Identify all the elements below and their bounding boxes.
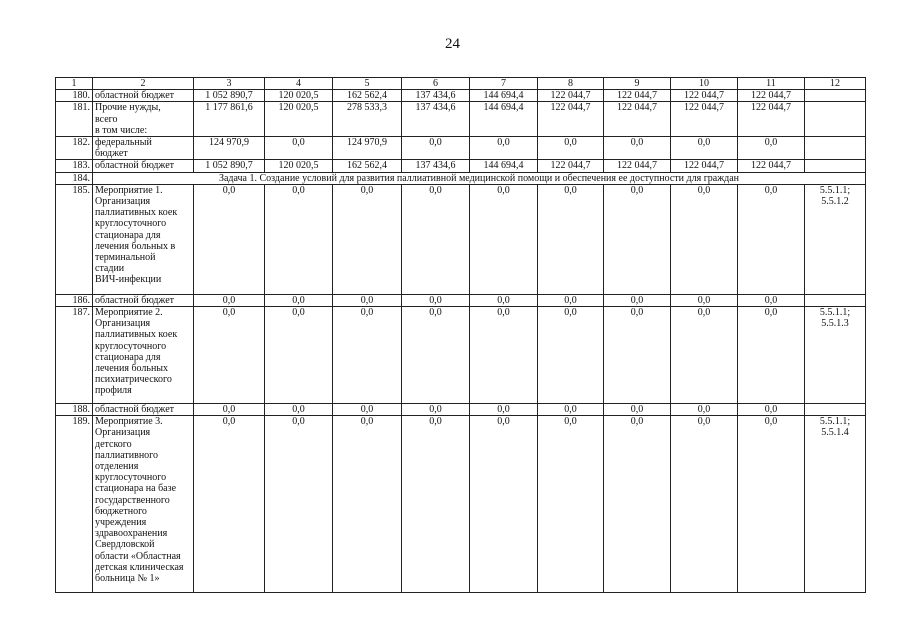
value-cell: 0,0: [604, 137, 671, 160]
row-number: 189.: [56, 416, 93, 593]
table-row: [56, 184, 866, 294]
row-name: Мероприятие 1. Организация паллиативных коек круглосуточного стационара для лечения больных в терминальной стадии ВИЧ-инфекции: [93, 184, 194, 294]
value-cell: 0,0: [470, 184, 538, 294]
value-cell: 0,0: [671, 184, 738, 294]
value-cell: 137 434,6: [402, 102, 470, 137]
value-cell: 0,0: [265, 416, 333, 593]
reference-cell: 5.5.1.1; 5.5.1.3: [805, 307, 866, 404]
value-cell: 0,0: [538, 137, 604, 160]
reference-cell: [805, 160, 866, 172]
value-cell: 137 434,6: [402, 90, 470, 102]
value-cell: 0,0: [604, 404, 671, 416]
value-cell: 0,0: [402, 416, 470, 593]
value-cell: 122 044,7: [604, 102, 671, 137]
value-cell: 0,0: [194, 404, 265, 416]
value-cell: 0,0: [194, 416, 265, 593]
value-cell: 162 562,4: [333, 90, 402, 102]
row-name: областной бюджет: [93, 160, 194, 172]
value-cell: 0,0: [333, 184, 402, 294]
value-cell: 122 044,7: [538, 160, 604, 172]
value-cell: 0,0: [604, 184, 671, 294]
value-cell: 0,0: [538, 307, 604, 404]
value-cell: 122 044,7: [671, 102, 738, 137]
value-cell: 120 020,5: [265, 90, 333, 102]
table-row: [56, 90, 866, 102]
value-cell: 0,0: [265, 307, 333, 404]
value-cell: 0,0: [671, 307, 738, 404]
value-cell: 162 562,4: [333, 160, 402, 172]
column-header: 6: [402, 78, 470, 90]
value-cell: 122 044,7: [604, 160, 671, 172]
value-cell: 0,0: [265, 184, 333, 294]
table-row: [56, 172, 866, 184]
row-name: федеральный бюджет: [93, 137, 194, 160]
value-cell: 0,0: [402, 294, 470, 306]
row-number: 187.: [56, 307, 93, 404]
table-row: [56, 307, 866, 404]
table-row: [56, 102, 866, 137]
reference-cell: [805, 90, 866, 102]
value-cell: 144 694,4: [470, 160, 538, 172]
table-row: [56, 294, 866, 306]
value-cell: 124 970,9: [194, 137, 265, 160]
value-cell: 0,0: [538, 404, 604, 416]
value-cell: 122 044,7: [671, 90, 738, 102]
value-cell: 0,0: [738, 416, 805, 593]
value-cell: 122 044,7: [738, 102, 805, 137]
value-cell: 122 044,7: [671, 160, 738, 172]
value-cell: 1 052 890,7: [194, 90, 265, 102]
value-cell: 0,0: [738, 294, 805, 306]
value-cell: 278 533,3: [333, 102, 402, 137]
column-header: 10: [671, 78, 738, 90]
column-header: 5: [333, 78, 402, 90]
table-row: [56, 160, 866, 172]
value-cell: 1 052 890,7: [194, 160, 265, 172]
column-header: 11: [738, 78, 805, 90]
row-name: областной бюджет: [93, 404, 194, 416]
value-cell: 0,0: [604, 307, 671, 404]
budget-table: [55, 77, 866, 593]
value-cell: 122 044,7: [738, 160, 805, 172]
reference-cell: [805, 294, 866, 306]
row-name: областной бюджет: [93, 294, 194, 306]
value-cell: 0,0: [604, 416, 671, 593]
value-cell: 124 970,9: [333, 137, 402, 160]
value-cell: 0,0: [194, 294, 265, 306]
value-cell: 122 044,7: [538, 90, 604, 102]
row-name: областной бюджет: [93, 90, 194, 102]
value-cell: 0,0: [194, 184, 265, 294]
column-header: 1: [56, 78, 93, 90]
value-cell: 0,0: [194, 307, 265, 404]
row-number: 182.: [56, 137, 93, 160]
table-body: [56, 78, 866, 593]
value-cell: 0,0: [738, 307, 805, 404]
value-cell: 0,0: [333, 416, 402, 593]
value-cell: 0,0: [402, 307, 470, 404]
value-cell: 0,0: [738, 184, 805, 294]
value-cell: 137 434,6: [402, 160, 470, 172]
value-cell: 0,0: [604, 294, 671, 306]
page-number: 24: [445, 36, 460, 52]
value-cell: 0,0: [470, 307, 538, 404]
table-row: [56, 416, 866, 593]
value-cell: 122 044,7: [738, 90, 805, 102]
value-cell: 0,0: [265, 404, 333, 416]
column-header: 9: [604, 78, 671, 90]
row-number: 183.: [56, 160, 93, 172]
value-cell: 0,0: [470, 137, 538, 160]
value-cell: 0,0: [265, 137, 333, 160]
value-cell: 120 020,5: [265, 102, 333, 137]
table-header-row: [56, 78, 866, 90]
value-cell: 0,0: [470, 404, 538, 416]
column-header: 8: [538, 78, 604, 90]
row-name: Прочие нужды, всего в том числе:: [93, 102, 194, 137]
value-cell: 0,0: [402, 184, 470, 294]
reference-cell: [805, 404, 866, 416]
row-number: 185.: [56, 184, 93, 294]
row-number: 181.: [56, 102, 93, 137]
value-cell: 0,0: [470, 294, 538, 306]
value-cell: 0,0: [333, 404, 402, 416]
column-header: 2: [93, 78, 194, 90]
row-number: 184.: [56, 172, 93, 184]
reference-cell: 5.5.1.1; 5.5.1.4: [805, 416, 866, 593]
value-cell: 0,0: [402, 137, 470, 160]
column-header: 3: [194, 78, 265, 90]
column-header: 7: [470, 78, 538, 90]
value-cell: 122 044,7: [538, 102, 604, 137]
value-cell: 0,0: [538, 184, 604, 294]
value-cell: 1 177 861,6: [194, 102, 265, 137]
task-heading: Задача 1. Создание условий для развития паллиативной медицинской помощи и обеспечения ее доступности для граждан: [93, 172, 866, 184]
row-name: Мероприятие 3. Организация детского паллиативного отделения круглосуточного стационара на базе государственного бюджетного учреждения здравоохранения Свердловской области «Областная детская клиническая больница № 1»: [93, 416, 194, 593]
value-cell: 0,0: [538, 416, 604, 593]
row-name: Мероприятие 2. Организация паллиативных коек круглосуточного стационара для лечения больных психиатрического профиля: [93, 307, 194, 404]
value-cell: 0,0: [265, 294, 333, 306]
value-cell: 0,0: [671, 137, 738, 160]
value-cell: 0,0: [671, 404, 738, 416]
value-cell: 0,0: [738, 137, 805, 160]
table-row: [56, 137, 866, 160]
value-cell: 122 044,7: [604, 90, 671, 102]
value-cell: 0,0: [738, 404, 805, 416]
value-cell: 144 694,4: [470, 102, 538, 137]
value-cell: 0,0: [470, 416, 538, 593]
value-cell: 0,0: [333, 294, 402, 306]
value-cell: 0,0: [671, 294, 738, 306]
value-cell: 0,0: [402, 404, 470, 416]
row-number: 180.: [56, 90, 93, 102]
value-cell: 0,0: [671, 416, 738, 593]
reference-cell: [805, 102, 866, 137]
reference-cell: 5.5.1.1; 5.5.1.2: [805, 184, 866, 294]
table-row: [56, 404, 866, 416]
value-cell: 144 694,4: [470, 90, 538, 102]
reference-cell: [805, 137, 866, 160]
value-cell: 0,0: [538, 294, 604, 306]
value-cell: 0,0: [333, 307, 402, 404]
row-number: 188.: [56, 404, 93, 416]
row-number: 186.: [56, 294, 93, 306]
column-header: 4: [265, 78, 333, 90]
column-header: 12: [805, 78, 866, 90]
value-cell: 120 020,5: [265, 160, 333, 172]
